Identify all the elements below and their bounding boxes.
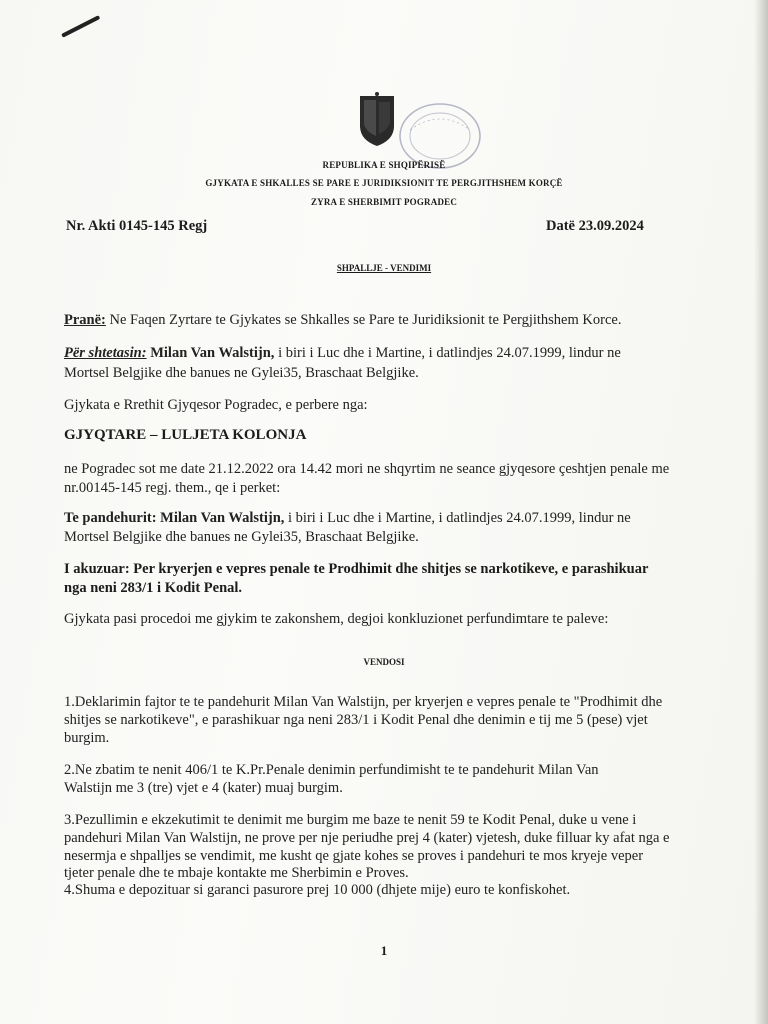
point-1-line2: shitjes se narkotikeve", e parashikuar nga neni 283/1 i Kodit Penal dhe denimin e tij me 5 (pese) vjet <box>64 712 648 728</box>
proceedings-text: Gjykata pasi procedoi me gjykim te zakonshem, degjoi konkluzionet perfundimtare te paleve: <box>64 611 609 627</box>
coat-of-arms-emblem <box>358 92 396 148</box>
point-1-line1: 1.Deklarimin fajtor te te pandehurit Milan Van Walstijn, per kryerjen e vepres penale te "Prodhimit dhe <box>64 694 663 710</box>
point-2-line2: Walstijn me 3 (tre) vjet e 4 (kater) muaj burgim. <box>64 780 343 796</box>
point-3-line4: tjeter penale dhe te mbaje kontakte me Sherbimin e Proves. <box>64 865 409 881</box>
point-3-line2: pandehuri Milan Van Walstijn, ne prove per nje periudhe prej 4 (kater) vjetesh, duke filluar ky afat nga e <box>64 830 670 846</box>
accused-line2: nga neni 283/1 i Kodit Penal. <box>64 580 243 596</box>
defendant-text1: i biri i Luc dhe i Martine, i datlindjes 24.07.1999, lindur ne <box>284 510 631 526</box>
document-date: Datë 23.09.2024 <box>546 218 644 234</box>
court-composed: Gjykata e Rrethit Gjyqesor Pogradec, e perbere nga: <box>64 397 368 413</box>
point-1-line3: burgim. <box>64 730 110 746</box>
point-3-line1: 3.Pezullimin e ekzekutimit te denimit me burgim me baze te nenit 59 te Kodit Penal, duke u vene i <box>64 812 637 828</box>
per-shtetasin-label: Për shtetasin: <box>64 345 147 361</box>
prane-line <box>64 312 621 329</box>
header-court: GJYKATA E SHKALLES SE PARE E JURIDIKSIONIT TE PERGJITHSHEM KORÇË <box>205 178 563 188</box>
point-2-line1: 2.Ne zbatim te nenit 406/1 te K.Pr.Penale denimin perfundimisht te te pandehurit Milan Van <box>64 762 599 778</box>
accused-line1: I akuzuar: Per kryerjen e vepres penale te Prodhimit dhe shitjes se narkotikeve, e parashikuar <box>64 561 649 577</box>
judge-name: GJYQTARE – LULJETA KOLONJA <box>64 427 307 443</box>
header-office: ZYRA E SHERBIMIT POGRADEC <box>310 197 458 207</box>
per-shtetasin-name: Milan Van Walstijn, <box>146 345 275 361</box>
document-title: SHPALLJE - VENDIMI <box>336 263 432 273</box>
header-republic: REPUBLIKA E SHQIPËRISË <box>322 160 446 170</box>
prane-text: Ne Faqen Zyrtare te Gjykates se Shkalles se Pare te Juridiksionit te Pergjithshem Korce. <box>105 312 622 328</box>
point-4-line1: 4.Shuma e depozituar si garanci pasurore prej 10 000 (dhjete mije) euro te konfiskohet. <box>64 882 571 898</box>
act-number: Nr. Akti 0145-145 Regj <box>66 218 208 234</box>
session-line1: ne Pogradec sot me date 21.12.2022 ora 14.42 mori ne shqyrtim ne seance gjyqesore çeshtjen penale me <box>64 461 670 477</box>
point-3-line3: nesermja e shpalljes se vendimit, me kusht qe gjate kohes se proves i pandehuri te mos kryeje veper <box>64 848 644 864</box>
per-shtetasin-line1 <box>64 345 621 362</box>
page-number: 1 <box>380 943 388 958</box>
decision-title: VENDOSI <box>363 657 405 667</box>
paper-edge-shadow <box>754 0 768 1024</box>
per-shtetasin-line2: Mortsel Belgjike dhe banues ne Gylei35, Braschaat Belgjike. <box>64 365 419 381</box>
per-shtetasin-text1: i biri i Luc dhe i Martine, i datlindjes 24.07.1999, lindur ne <box>274 345 621 361</box>
session-line2: nr.00145-145 regj. them., qe i perket: <box>64 480 281 496</box>
defendant-line2: Mortsel Belgjike dhe banues ne Gylei35, Braschaat Belgjike. <box>64 529 419 545</box>
defendant-line1 <box>64 510 631 527</box>
defendant-label: Te pandehurit: Milan Van Walstijn, <box>64 510 285 526</box>
prane-label: Pranë: <box>64 312 106 328</box>
pen-mark <box>61 15 100 38</box>
